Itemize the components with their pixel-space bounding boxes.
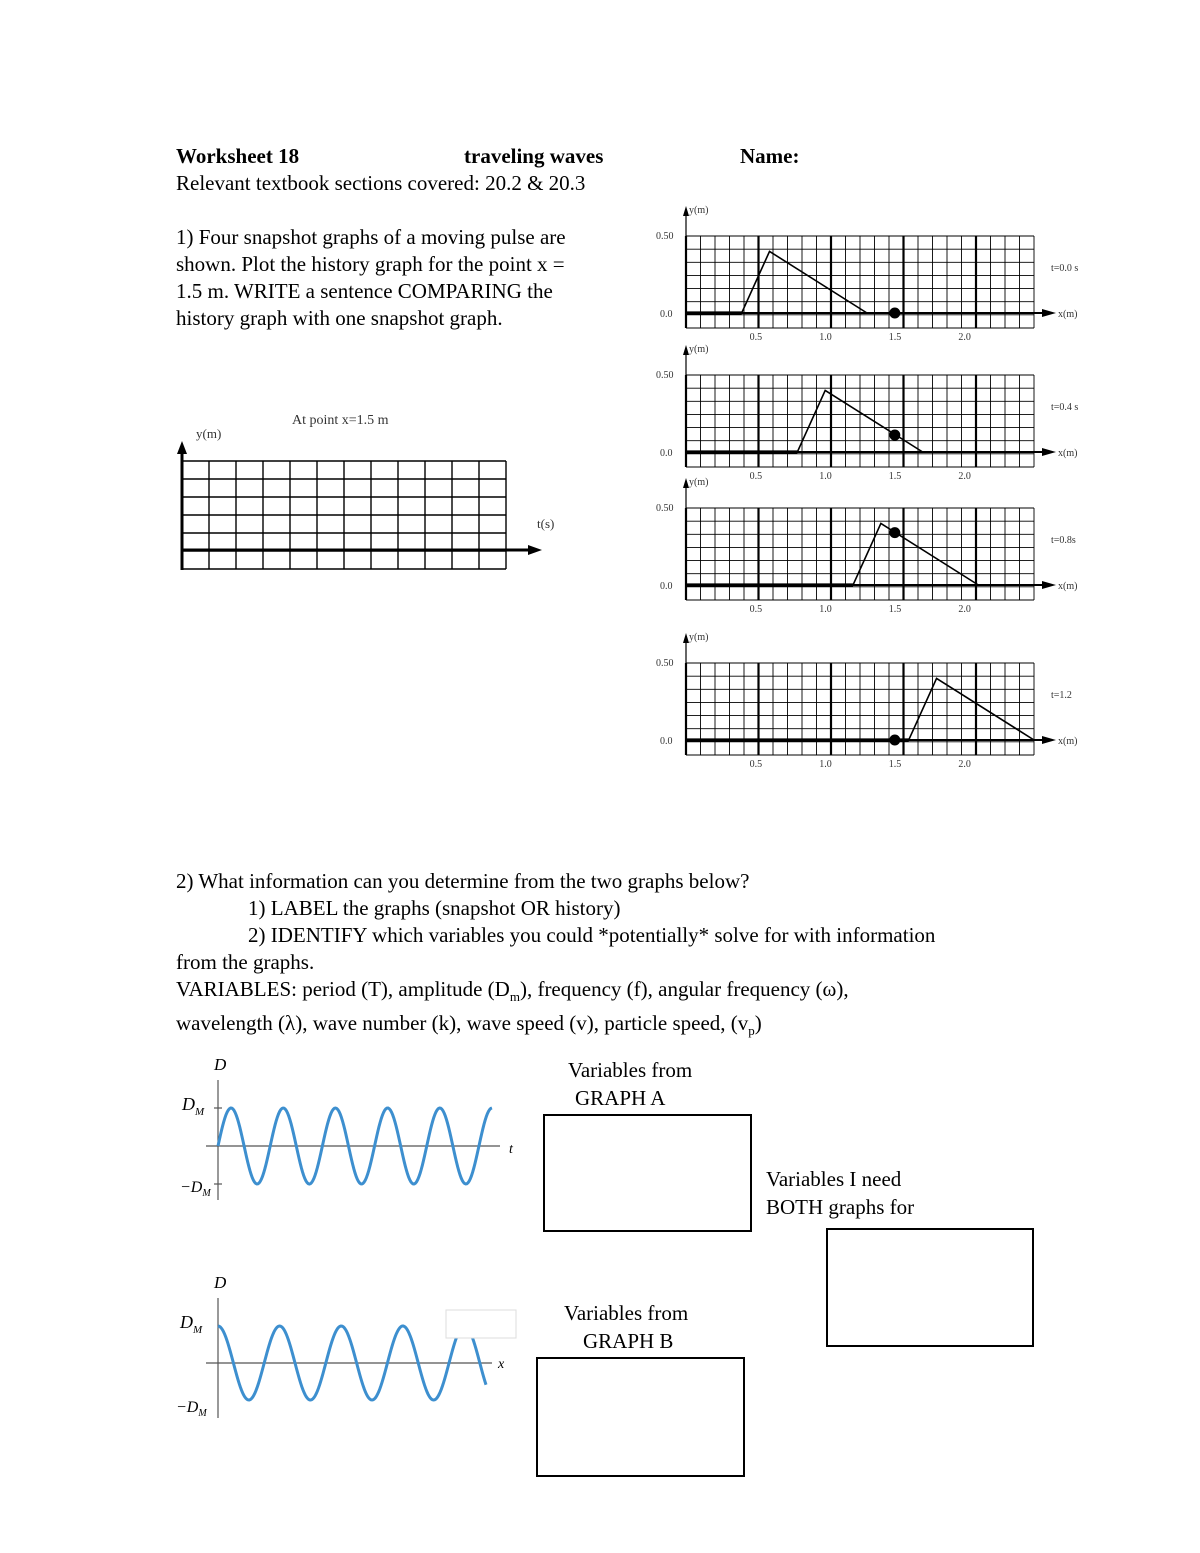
graph-a-t-label: t	[509, 1142, 513, 1157]
worksheet-topic: traveling waves	[464, 144, 604, 168]
both-box-label	[766, 1165, 914, 1221]
x-tick-label: 2.0	[958, 332, 971, 343]
question-1-line: history graph with one snapshot graph.	[176, 306, 503, 330]
x-axis-arrow	[1042, 448, 1056, 456]
x-axis-label: x(m)	[1058, 736, 1078, 747]
point-marker	[889, 308, 900, 319]
question-2-step-1: 1) LABEL the graphs (snapshot OR history)	[248, 896, 621, 920]
both-box-label-line: BOTH graphs for	[766, 1195, 915, 1219]
graph-b-box-label-line: Variables from	[564, 1301, 689, 1325]
graph-a-neg-dm-label: $-D_M$	[180, 1179, 211, 1199]
y-axis-label: y(m)	[689, 205, 709, 216]
question-2-step-2: 2) IDENTIFY which variables you could *potentially* solve for with information	[248, 923, 936, 947]
variables-text: wavelength (λ), wave number (k), wave speed (v), particle speed, (v	[176, 1011, 749, 1036]
question-2-intro: 2) What information can you determine from the two graphs below?	[176, 869, 750, 893]
y-axis-label: y(m)	[689, 477, 709, 488]
x-tick-label: 1.5	[888, 759, 902, 770]
graph-a-box-label-line: Variables from	[568, 1058, 693, 1082]
y-axis-label: y(m)	[689, 632, 709, 643]
snapshot-graph-1[interactable]	[650, 198, 1100, 348]
x-axis-label: x(m)	[1058, 581, 1078, 592]
time-label: t=0.8s	[1051, 535, 1076, 546]
graph-b-box-label	[564, 1299, 688, 1355]
question-2	[176, 868, 1076, 1044]
graph-a-d-label: D	[214, 1055, 227, 1074]
x-tick-label: 1.5	[888, 471, 902, 482]
graph-b-covered-label	[446, 1310, 516, 1338]
question-1-line: shown. Plot the history graph for the point x =	[176, 252, 565, 276]
x-axis-arrow	[1042, 736, 1056, 744]
variables-text: VARIABLES: period (T), amplitude (D	[176, 977, 510, 1001]
history-graph-ylabel: y(m)	[196, 426, 222, 441]
graph-a-box-label-line: GRAPH A	[575, 1086, 666, 1110]
history-graph-xlabel: t(s)	[537, 516, 555, 531]
snapshot-graph-2[interactable]	[650, 337, 1100, 487]
question-1	[176, 224, 566, 332]
x-tick-label: 0.5	[749, 604, 763, 615]
variables-text: )	[754, 1011, 762, 1036]
y-tick-label: 0.0	[660, 309, 673, 320]
history-grid	[182, 461, 506, 569]
graph-a-answer-box[interactable]	[543, 1114, 752, 1232]
y-tick-label: 0.0	[660, 581, 673, 592]
graph-b-neg-dm-label: $-D_M$	[176, 1399, 207, 1419]
both-graphs-answer-box[interactable]	[826, 1228, 1034, 1347]
x-axis-arrow	[1042, 581, 1056, 589]
graph-b-answer-box[interactable]	[536, 1357, 745, 1477]
wave-graph-a[interactable]	[170, 1052, 530, 1212]
x-tick-label: 2.0	[958, 759, 971, 770]
name-label: Name:	[740, 144, 800, 168]
relevant-sections: Relevant textbook sections covered: 20.2 & 20.3	[176, 171, 586, 195]
x-tick-label: 0.5	[749, 759, 763, 770]
variables-line-1	[176, 976, 1076, 1010]
both-box-label-line: Variables I need	[766, 1167, 902, 1191]
x-tick-label: 0.5	[749, 332, 763, 343]
history-t-arrow	[528, 545, 542, 555]
worksheet-number: Worksheet 18	[176, 144, 300, 168]
y-tick-label: 0.50	[656, 370, 674, 381]
x-tick-label: 2.0	[958, 471, 971, 482]
history-graph-title: At point x=1.5 m	[292, 413, 389, 428]
graph-a-box-label	[568, 1056, 692, 1112]
variables-line-2	[176, 1010, 1076, 1044]
graph-b-box-label-line: GRAPH B	[583, 1329, 674, 1353]
x-tick-label: 1.5	[888, 604, 902, 615]
x-axis-label: x(m)	[1058, 448, 1078, 459]
question-2-step-2-cont: from the graphs.	[176, 950, 315, 974]
y-tick-label: 0.50	[656, 658, 674, 669]
y-tick-label: 0.0	[660, 736, 673, 747]
time-label: t=0.0 s	[1051, 263, 1079, 274]
graph-b-x-label: x	[498, 1357, 505, 1372]
x-tick-label: 1.0	[819, 332, 832, 343]
time-label: t=0.4 s	[1051, 402, 1079, 413]
graph-a-dm-label: $D_M$	[182, 1094, 205, 1118]
point-marker	[889, 527, 900, 538]
y-axis-label: y(m)	[689, 344, 709, 355]
x-tick-label: 0.5	[749, 471, 763, 482]
x-tick-label: 2.0	[958, 604, 971, 615]
time-label: t=1.2	[1051, 690, 1072, 701]
x-tick-label: 1.0	[819, 604, 832, 615]
question-1-line: 1.5 m. WRITE a sentence COMPARING the	[176, 279, 553, 303]
x-axis-arrow	[1042, 309, 1056, 317]
wave-graph-b[interactable]	[170, 1270, 530, 1435]
subscript-m: m	[509, 989, 520, 1005]
graph-b-dm-label: $D_M$	[180, 1312, 203, 1336]
x-tick-label: 1.5	[888, 332, 902, 343]
x-tick-label: 1.0	[819, 759, 832, 770]
point-marker	[889, 430, 900, 441]
question-1-line: 1) Four snapshot graphs of a moving pulse are	[176, 225, 566, 249]
snapshot-graph-3[interactable]	[650, 470, 1100, 620]
history-graph[interactable]	[170, 405, 570, 580]
graph-b-d-label: D	[214, 1273, 227, 1292]
y-tick-label: 0.50	[656, 503, 674, 514]
y-tick-label: 0.50	[656, 231, 674, 242]
history-y-arrow	[177, 441, 187, 454]
variables-text: ), frequency (f), angular frequency (ω),	[519, 977, 849, 1001]
subscript-p: p	[748, 1023, 755, 1039]
snapshot-graph-4[interactable]	[650, 625, 1100, 775]
point-marker	[889, 735, 900, 746]
x-axis-label: x(m)	[1058, 309, 1078, 320]
y-tick-label: 0.0	[660, 448, 673, 459]
x-tick-label: 1.0	[819, 471, 832, 482]
